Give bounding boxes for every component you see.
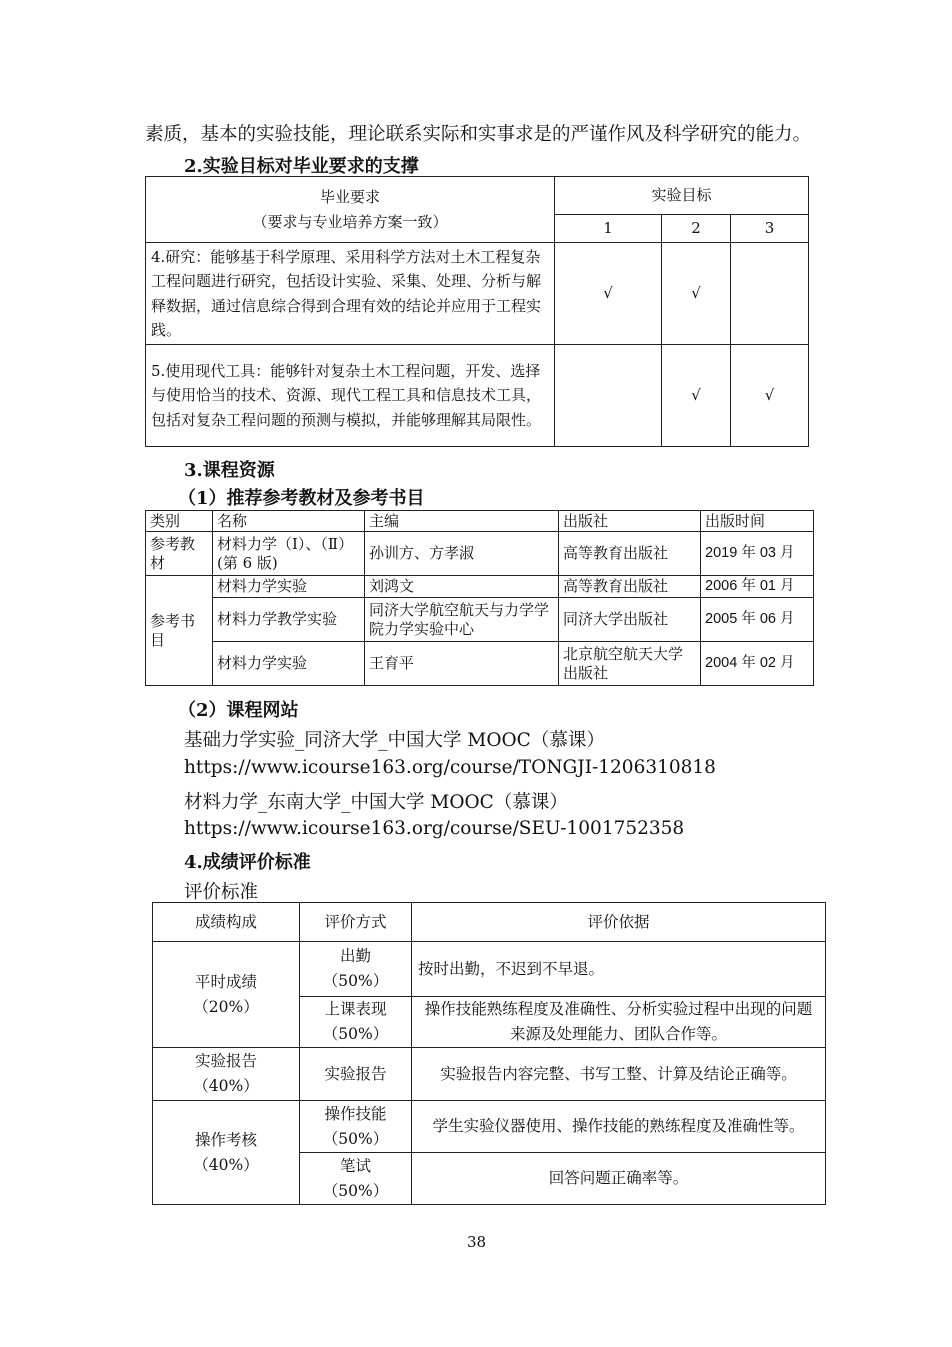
basis-cell: 学生实验仪器使用、操作技能的熟练程度及准确性等。 bbox=[412, 1101, 826, 1153]
basis-cell: 实验报告内容完整、书写工整、计算及结论正确等。 bbox=[412, 1048, 826, 1101]
col-basis: 评价依据 bbox=[412, 903, 826, 942]
book-editor: 王育平 bbox=[365, 642, 559, 686]
section3-sub2: （2）课程网站 bbox=[178, 700, 299, 721]
site-title-1: 基础力学实验_同济大学_中国大学 MOOC（慕课） bbox=[184, 730, 605, 751]
site-url-2[interactable]: https://www.icourse163.org/course/SEU-1001752358 bbox=[184, 818, 685, 839]
book-editor: 同济大学航空航天与力学学院力学实验中心 bbox=[365, 598, 559, 642]
col-editor: 主编 bbox=[365, 511, 559, 532]
grade-part-cell: 操作考核 （40%） bbox=[153, 1101, 300, 1205]
req5-goal1-check bbox=[555, 345, 662, 447]
basis-cell: 操作技能熟练程度及准确性、分析实验过程中出现的问题来源及处理能力、团队合作等。 bbox=[412, 997, 826, 1048]
site-url-1[interactable]: https://www.icourse163.org/course/TONGJI-1206310818 bbox=[184, 757, 716, 778]
book-name: 材料力学实验 bbox=[213, 576, 365, 598]
method-cell: 笔试 （50%） bbox=[300, 1153, 412, 1205]
req5-goal2-check: √ bbox=[662, 345, 731, 447]
method-cell: 上课表现 （50%） bbox=[300, 997, 412, 1048]
basis-cell: 回答问题正确率等。 bbox=[412, 1153, 826, 1205]
book-editor: 孙训方、方孝淑 bbox=[365, 532, 559, 576]
goal-1-header: 1 bbox=[555, 215, 662, 243]
intro-line: 素质，基本的实验技能，理论联系实际和实事求是的严谨作风及科学研究的能力。 bbox=[145, 124, 812, 145]
req4-goal3-check bbox=[731, 243, 809, 345]
book-publisher: 高等教育出版社 bbox=[559, 532, 701, 576]
goal-3-header: 3 bbox=[731, 215, 809, 243]
page-number: 38 bbox=[467, 1233, 487, 1251]
section3-heading: 3.课程资源 bbox=[184, 460, 275, 481]
requirement-5: 5.使用现代工具：能够针对复杂土木工程问题，开发、选择与使用恰当的技术、资源、现代工程工具和信息技术工具，包括对复杂工程问题的预测与模拟，并能够理解其局限性。 bbox=[146, 345, 555, 447]
req5-goal3-check: √ bbox=[731, 345, 809, 447]
col-publisher: 出版社 bbox=[559, 511, 701, 532]
section4-caption: 评价标准 bbox=[184, 882, 259, 903]
book-date: 2019 年 03 月 bbox=[701, 532, 814, 576]
col-name: 名称 bbox=[213, 511, 365, 532]
grade-part-cell: 实验报告 （40%） bbox=[153, 1048, 300, 1101]
book-name: 材料力学教学实验 bbox=[213, 598, 365, 642]
reference-books-table bbox=[145, 510, 814, 686]
category-textbook: 参考教材 bbox=[146, 532, 213, 576]
col-category: 类别 bbox=[146, 511, 213, 532]
requirement-4: 4.研究：能够基于科学原理、采用科学方法对土木工程复杂工程问题进行研究，包括设计实验、采集、处理、分析与解释数据，通过信息综合得到合理有效的结论并应用于工程实践。 bbox=[146, 243, 555, 345]
grading-criteria-table bbox=[152, 902, 826, 1205]
book-publisher: 同济大学出版社 bbox=[559, 598, 701, 642]
req4-goal2-check: √ bbox=[662, 243, 731, 345]
book-name: 材料力学实验 bbox=[213, 642, 365, 686]
col-method: 评价方式 bbox=[300, 903, 412, 942]
grade-part-cell: 平时成绩 （20%） bbox=[153, 942, 300, 1048]
req-header-cell: 毕业要求 （要求与专业培养方案一致） bbox=[146, 177, 555, 243]
basis-cell: 按时出勤，不迟到不早退。 bbox=[412, 942, 826, 997]
col-date: 出版时间 bbox=[701, 511, 814, 532]
section2-heading: 2.实验目标对毕业要求的支撑 bbox=[184, 156, 419, 177]
method-cell: 出勤 （50%） bbox=[300, 942, 412, 997]
category-books: 参考书目 bbox=[146, 576, 213, 686]
section4-heading: 4.成绩评价标准 bbox=[184, 852, 311, 873]
book-publisher: 高等教育出版社 bbox=[559, 576, 701, 598]
requirements-support-table bbox=[145, 176, 809, 447]
site-title-2: 材料力学_东南大学_中国大学 MOOC（慕课） bbox=[184, 792, 568, 813]
book-name: 材料力学（Ⅰ）、（Ⅱ）(第 6 版) bbox=[213, 532, 365, 576]
method-cell: 实验报告 bbox=[300, 1048, 412, 1101]
goal-2-header: 2 bbox=[662, 215, 731, 243]
book-date: 2006 年 01 月 bbox=[701, 576, 814, 598]
goal-header: 实验目标 bbox=[555, 177, 809, 215]
section3-sub1: （1）推荐参考教材及参考书目 bbox=[178, 488, 425, 509]
book-editor: 刘鸿文 bbox=[365, 576, 559, 598]
book-publisher: 北京航空航天大学出版社 bbox=[559, 642, 701, 686]
book-date: 2005 年 06 月 bbox=[701, 598, 814, 642]
req4-goal1-check: √ bbox=[555, 243, 662, 345]
method-cell: 操作技能 （50%） bbox=[300, 1101, 412, 1153]
col-grade-part: 成绩构成 bbox=[153, 903, 300, 942]
book-date: 2004 年 02 月 bbox=[701, 642, 814, 686]
